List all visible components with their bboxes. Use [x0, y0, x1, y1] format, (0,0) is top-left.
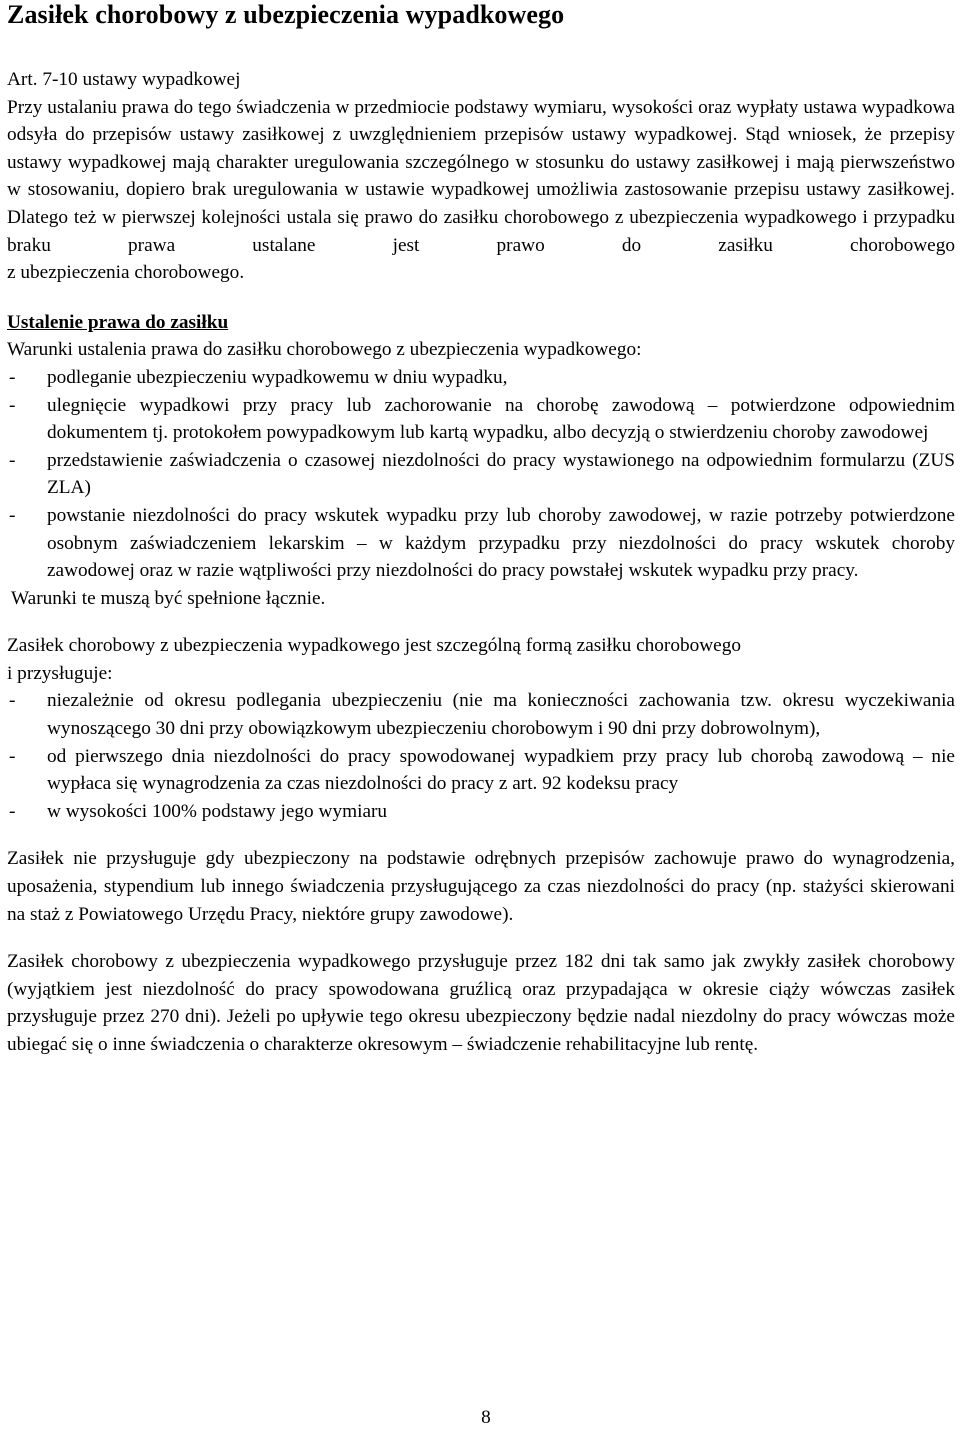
list-item	[7, 502, 955, 585]
intro-paragraph-tail: z ubezpieczenia chorobowego.	[7, 262, 245, 284]
spacer	[7, 287, 955, 309]
document-page	[7, 0, 955, 1059]
intro-paragraph: Przy ustalaniu prawa do tego świadczenia w przedmiocie podstawy wymiaru, wysokości oraz wypłaty ustawa wypadkowa odsyła do przepisów ustawy zasiłkowej z uwzględnieniem przepisów ustawy wypadkowej. Stąd wniosek, że przepisy ustawy wypadkowej mają charakter uregulowania szczególnego w stosunku do ustawy zasiłkowej i mają pierwszeństwo w stosowaniu, dopiero brak uregulowania w ustawie wypadkowej umożliwia zastosowanie przepisu ustawy zasiłkowej. Dlatego też w pierwszej kolejności ustala się prawo do zasiłku chorobowego z ubezpieczenia wypadkowego i przypadku braku prawa ustalane jest prawo do zasiłku chorobowego	[7, 96, 955, 256]
condition-text: podleganie ubezpieczeniu wypadkowemu w dniu wypadku,	[47, 366, 508, 388]
dash-bullet: -	[9, 690, 16, 712]
page-number: 8	[481, 1407, 491, 1428]
condition-text: przedstawienie zaświadczenia o czasowej niezdolności do pracy wystawionego na odpowiednim formularzu (ZUS ZLA)	[47, 449, 955, 499]
special-form-line: Zasiłek chorobowy z ubezpieczenia wypadkowego jest szczególną formą zasiłku chorobowego	[7, 635, 742, 657]
special-item-text: niezależnie od okresu podlegania ubezpieczeniu (nie ma konieczności zachowania tzw. okresu wyczekiwania wynoszącego 30 dni przy obowiązkowym ubezpieczeniu chorobowym i 90 dni przy dobrowolnym),	[47, 690, 955, 740]
dash-bullet: -	[9, 366, 16, 388]
special-conditions-list	[7, 687, 955, 825]
dash-bullet: -	[9, 745, 16, 767]
condition-text: ulegnięcie wypadkowi przy pracy lub zachorowanie na chorobę zawodową – potwierdzone odpowiednim dokumentem tj. protokołem powypadkowym lub kartą wypadku, albo decyzją o stwierdzeniu choroby zawodowej	[47, 394, 955, 444]
document-title: Zasiłek chorobowy z ubezpieczenia wypadkowego	[7, 0, 565, 29]
spacer	[7, 825, 955, 845]
special-form-line: i przysługuje:	[7, 662, 113, 684]
dash-bullet: -	[9, 394, 16, 416]
list-item	[7, 392, 955, 447]
duration-paragraph: Zasiłek chorobowy z ubezpieczenia wypadkowego przysługuje przez 182 dni tak samo jak zwykły zasiłek chorobowy (wyjątkiem jest niezdolność do pracy spowodowana gruźlicą oraz przypadająca w okresie ciąży wówczas zasiłek przysługuje przez 270 dni). Jeżeli po upływie tego okresu ubezpieczony będzie nadal niezdolny do pracy wówczas może ubiegać się o inne świadczenia o charakterze okresowym – świadczenie rehabilitacyjne lub rentę.	[7, 951, 955, 1055]
conditions-intro: Warunki ustalenia prawa do zasiłku chorobowego z ubezpieczenia wypadkowego:	[7, 339, 642, 361]
special-item-text: od pierwszego dnia niezdolności do pracy spowodowanej wypadkiem przy pracy lub chorobą zawodową – nie wypłaca się wynagrodzenia za czas niezdolności do pracy z art. 92 kodeksu pracy	[47, 745, 955, 795]
condition-text: powstanie niezdolności do pracy wskutek wypadku przy lub choroby zawodowej, w razie potrzeby potwierdzone osobnym zaświadczeniem lekarskim – w każdym przypadku przy niezdolności do pracy wskutek choroby zawodowej oraz w razie wątpliwości przy niezdolności do pracy powstałej wskutek wypadku przy pracy.	[47, 504, 955, 582]
list-item	[7, 743, 955, 798]
dash-bullet: -	[9, 449, 16, 471]
spacer	[7, 928, 955, 948]
list-item	[7, 798, 955, 826]
exclusion-paragraph: Zasiłek nie przysługuje gdy ubezpieczony na podstawie odrębnych przepisów zachowuje prawo do wynagrodzenia, uposażenia, stypendium lub innego świadczenia przysługującego za czas niezdolności do pracy (np. stażyści skierowani na staż z Powiatowego Urzędu Pracy, niektóre grupy zawodowe).	[7, 848, 955, 925]
article-reference: Art. 7-10 ustawy wypadkowej	[7, 69, 241, 90]
spacer	[7, 612, 955, 632]
dash-bullet: -	[9, 504, 16, 526]
list-item	[7, 364, 955, 392]
conditions-note: Warunki te muszą być spełnione łącznie.	[11, 587, 326, 609]
list-item	[7, 447, 955, 502]
special-item-text: w wysokości 100% podstawy jego wymiaru	[47, 800, 388, 822]
dash-bullet: -	[9, 800, 16, 822]
list-item	[7, 687, 955, 742]
section-heading: Ustalenie prawa do zasiłku	[7, 311, 229, 333]
conditions-list	[7, 364, 955, 585]
